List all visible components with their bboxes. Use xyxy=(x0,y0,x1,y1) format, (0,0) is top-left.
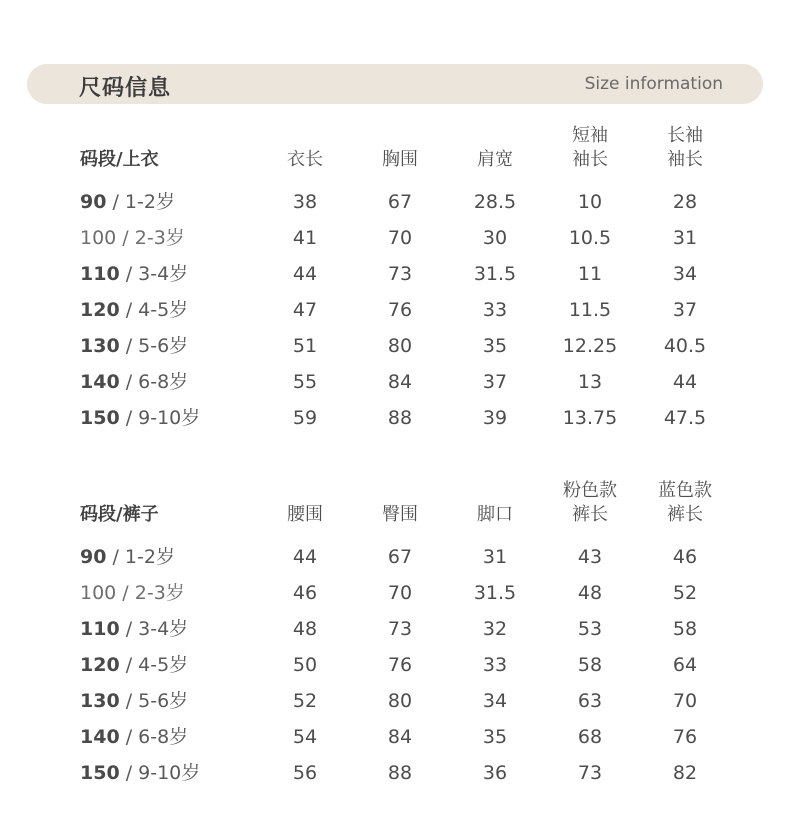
measurement-cell: 88 xyxy=(387,407,413,429)
column-header xyxy=(635,475,735,527)
column-header-line: 短袖 xyxy=(572,125,608,146)
measurement-cell: 12.25 xyxy=(562,335,618,357)
measurement-cell: 67 xyxy=(387,546,413,568)
size-label xyxy=(80,755,260,791)
measurement-cell: 13.75 xyxy=(562,407,618,429)
size-label xyxy=(80,256,260,292)
age-range: / 5-6岁 xyxy=(119,690,189,712)
measurement-cell: 52 xyxy=(292,690,318,712)
measurement-cell: 38 xyxy=(292,191,318,213)
measurement-cell: 68 xyxy=(577,726,603,748)
measurement-cell: 82 xyxy=(672,762,698,784)
measurement-cell: 11.5 xyxy=(568,299,612,321)
measurement-cell: 46 xyxy=(292,582,318,604)
column-header xyxy=(80,475,260,527)
column-header xyxy=(350,475,450,527)
measurement-cell: 73 xyxy=(387,618,413,640)
size-label xyxy=(80,364,260,400)
size-number: 120 xyxy=(80,299,120,321)
size-number: 100 xyxy=(80,582,117,604)
size-label xyxy=(80,292,260,328)
column-header-line: 肩宽 xyxy=(477,149,513,170)
measurement-cell: 58 xyxy=(577,654,603,676)
measurement-cell: 44 xyxy=(672,371,698,393)
table-row xyxy=(0,611,790,647)
size-number: 100 xyxy=(80,227,117,249)
measurement-cell: 52 xyxy=(672,582,698,604)
measurement-cell: 48 xyxy=(577,582,603,604)
measurement-cell: 70 xyxy=(672,690,698,712)
measurement-cell: 44 xyxy=(292,263,318,285)
measurement-cell: 54 xyxy=(292,726,318,748)
measurement-cell: 40.5 xyxy=(663,335,707,357)
measurement-cell: 70 xyxy=(387,227,413,249)
column-header-line: 脚口 xyxy=(477,504,513,525)
table-row xyxy=(0,575,790,611)
column-header-line: 袖长 xyxy=(572,149,608,170)
age-range: / 2-3岁 xyxy=(116,227,185,249)
size-number: 130 xyxy=(80,335,120,357)
column-header-line: 胸围 xyxy=(382,149,418,170)
pants-header-row xyxy=(0,475,790,527)
column-header-line: 袖长 xyxy=(667,149,703,170)
column-header-line: 码段/裤子 xyxy=(80,504,159,525)
column-header xyxy=(255,475,355,527)
measurement-cell: 31.5 xyxy=(473,582,517,604)
column-header-line: 裤长 xyxy=(572,504,608,525)
age-range: / 9-10岁 xyxy=(119,762,201,784)
measurement-cell: 36 xyxy=(482,762,508,784)
measurement-cell: 70 xyxy=(387,582,413,604)
measurement-cell: 31.5 xyxy=(473,263,517,285)
table-row xyxy=(0,292,790,328)
age-range: / 4-5岁 xyxy=(119,654,189,676)
table-row xyxy=(0,184,790,220)
size-number: 110 xyxy=(80,618,120,640)
table-row xyxy=(0,719,790,755)
measurement-cell: 73 xyxy=(387,263,413,285)
measurement-cell: 34 xyxy=(672,263,698,285)
age-range: / 6-8岁 xyxy=(119,371,189,393)
size-number: 150 xyxy=(80,407,120,429)
age-range: / 9-10岁 xyxy=(119,407,201,429)
column-header-line: 裤长 xyxy=(667,504,703,525)
column-header-line: 粉色款 xyxy=(563,480,617,501)
column-header-line: 腰围 xyxy=(287,504,323,525)
measurement-cell: 33 xyxy=(482,654,508,676)
table-row xyxy=(0,683,790,719)
size-number: 130 xyxy=(80,690,120,712)
size-label xyxy=(80,611,260,647)
tops-header-row xyxy=(0,120,790,172)
table-row xyxy=(0,539,790,575)
size-number: 140 xyxy=(80,726,120,748)
size-label xyxy=(80,328,260,364)
size-label xyxy=(80,647,260,683)
measurement-cell: 80 xyxy=(387,690,413,712)
column-header xyxy=(445,120,545,172)
size-label xyxy=(80,683,260,719)
column-header xyxy=(445,475,545,527)
column-header xyxy=(540,120,640,172)
measurement-cell: 37 xyxy=(482,371,508,393)
measurement-cell: 31 xyxy=(482,546,508,568)
banner-subtitle: Size information xyxy=(584,74,723,94)
measurement-cell: 76 xyxy=(387,299,413,321)
measurement-cell: 31 xyxy=(672,227,698,249)
measurement-cell: 80 xyxy=(387,335,413,357)
measurement-cell: 33 xyxy=(482,299,508,321)
measurement-cell: 28.5 xyxy=(473,191,517,213)
banner-title: 尺码信息 xyxy=(79,76,172,101)
size-label xyxy=(80,539,260,575)
size-number: 110 xyxy=(80,263,120,285)
measurement-cell: 34 xyxy=(482,690,508,712)
size-number: 120 xyxy=(80,654,120,676)
measurement-cell: 37 xyxy=(672,299,698,321)
measurement-cell: 76 xyxy=(672,726,698,748)
measurement-cell: 39 xyxy=(482,407,508,429)
age-range: / 1-2岁 xyxy=(106,546,175,568)
table-row xyxy=(0,400,790,436)
measurement-cell: 47 xyxy=(292,299,318,321)
size-number: 90 xyxy=(80,191,107,213)
size-label xyxy=(80,220,260,256)
measurement-cell: 84 xyxy=(387,371,413,393)
age-range: / 6-8岁 xyxy=(119,726,189,748)
measurement-cell: 84 xyxy=(387,726,413,748)
measurement-cell: 43 xyxy=(577,546,603,568)
measurement-cell: 41 xyxy=(292,227,318,249)
age-range: / 5-6岁 xyxy=(119,335,189,357)
measurement-cell: 51 xyxy=(292,335,318,357)
measurement-cell: 28 xyxy=(672,191,698,213)
measurement-cell: 11 xyxy=(577,263,603,285)
measurement-cell: 55 xyxy=(292,371,318,393)
size-label xyxy=(80,719,260,755)
column-header-line: 衣长 xyxy=(287,149,323,170)
column-header xyxy=(635,120,735,172)
age-range: / 3-4岁 xyxy=(119,618,189,640)
table-row xyxy=(0,647,790,683)
size-label xyxy=(80,575,260,611)
table-row xyxy=(0,220,790,256)
measurement-cell: 59 xyxy=(292,407,318,429)
age-range: / 4-5岁 xyxy=(119,299,189,321)
measurement-cell: 30 xyxy=(482,227,508,249)
measurement-cell: 46 xyxy=(672,546,698,568)
size-label xyxy=(80,400,260,436)
age-range: / 2-3岁 xyxy=(116,582,185,604)
measurement-cell: 35 xyxy=(482,335,508,357)
measurement-cell: 53 xyxy=(577,618,603,640)
age-range: / 3-4岁 xyxy=(119,263,189,285)
size-label xyxy=(80,184,260,220)
measurement-cell: 67 xyxy=(387,191,413,213)
table-row xyxy=(0,256,790,292)
measurement-cell: 76 xyxy=(387,654,413,676)
measurement-cell: 63 xyxy=(577,690,603,712)
table-row xyxy=(0,328,790,364)
section-banner xyxy=(27,64,763,104)
column-header xyxy=(350,120,450,172)
column-header xyxy=(255,120,355,172)
measurement-cell: 48 xyxy=(292,618,318,640)
size-number: 90 xyxy=(80,546,107,568)
age-range: / 1-2岁 xyxy=(106,191,175,213)
measurement-cell: 88 xyxy=(387,762,413,784)
size-number: 140 xyxy=(80,371,120,393)
size-number: 150 xyxy=(80,762,120,784)
column-header xyxy=(540,475,640,527)
table-row xyxy=(0,755,790,791)
measurement-cell: 10 xyxy=(577,191,603,213)
measurement-cell: 50 xyxy=(292,654,318,676)
measurement-cell: 10.5 xyxy=(568,227,612,249)
measurement-cell: 56 xyxy=(292,762,318,784)
column-header-line: 臀围 xyxy=(382,504,418,525)
measurement-cell: 35 xyxy=(482,726,508,748)
measurement-cell: 64 xyxy=(672,654,698,676)
measurement-cell: 32 xyxy=(482,618,508,640)
measurement-cell: 73 xyxy=(577,762,603,784)
column-header-line: 码段/上衣 xyxy=(80,149,159,170)
measurement-cell: 13 xyxy=(577,371,603,393)
column-header xyxy=(80,120,260,172)
measurement-cell: 47.5 xyxy=(663,407,707,429)
column-header-line: 蓝色款 xyxy=(658,480,712,501)
measurement-cell: 44 xyxy=(292,546,318,568)
column-header-line: 长袖 xyxy=(667,125,703,146)
measurement-cell: 58 xyxy=(672,618,698,640)
table-row xyxy=(0,364,790,400)
